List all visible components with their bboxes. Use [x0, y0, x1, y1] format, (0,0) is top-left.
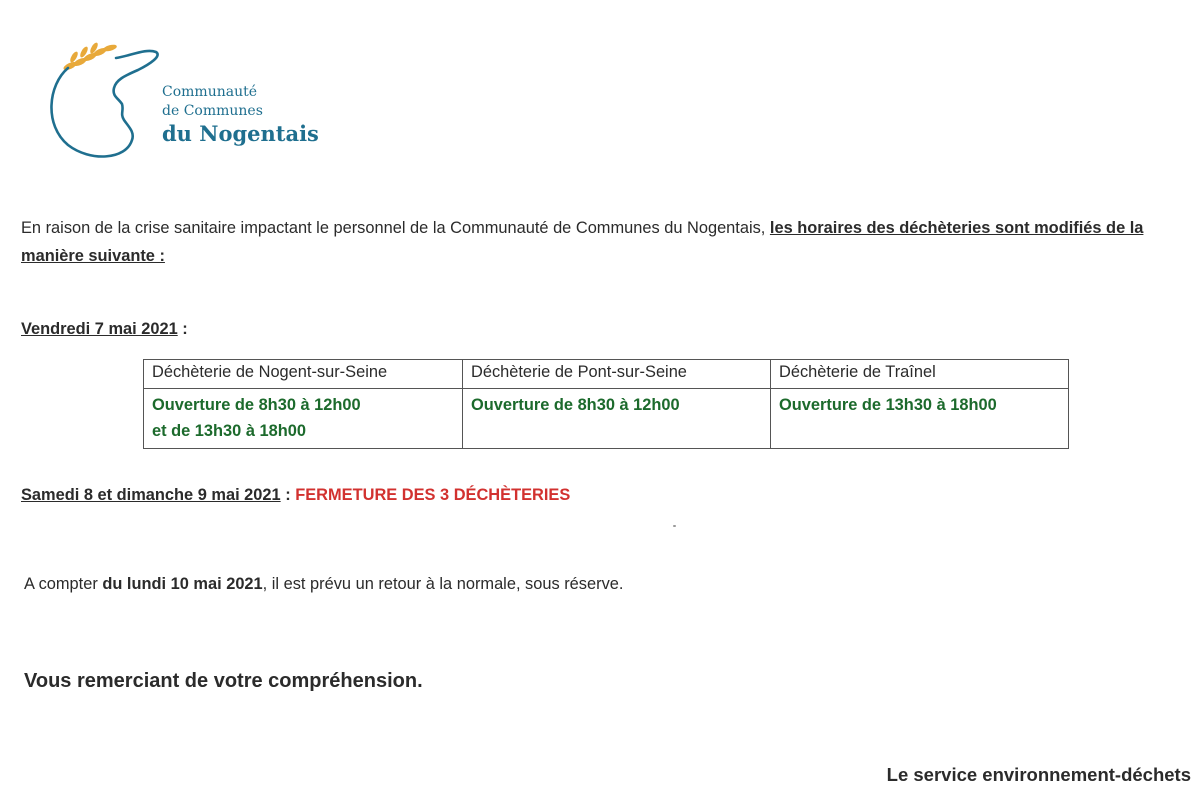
logo-line-3: du Nogentais	[162, 121, 319, 146]
weekend-notice	[21, 486, 570, 505]
schedule-table	[143, 359, 1069, 449]
weekend-date: Samedi 8 et dimanche 9 mai 2021	[21, 486, 281, 504]
intro-emphasis: les horaires des déchèteries sont modifiés de la manière suivante :	[21, 219, 1144, 266]
hours-trainel-line-1: Ouverture de 13h30 à 18h00	[779, 396, 997, 414]
schedule-hours-row	[144, 389, 1069, 449]
logo-emblem-icon	[38, 40, 168, 170]
logo-line-1: Communauté	[162, 84, 257, 100]
resume-prefix: A compter	[24, 575, 103, 593]
hours-pont-line-1: Ouverture de 8h30 à 12h00	[471, 396, 680, 414]
column-header-pont: Déchèterie de Pont-sur-Seine	[463, 360, 771, 389]
signature: Le service environnement-déchets	[886, 764, 1191, 785]
resume-paragraph	[24, 575, 623, 594]
column-header-trainel: Déchèterie de Traînel	[771, 360, 1069, 389]
hours-pont	[463, 389, 771, 449]
hours-nogent	[144, 389, 463, 449]
friday-colon: :	[177, 320, 188, 338]
logo	[38, 40, 328, 170]
closure-notice: FERMETURE DES 3 DÉCHÈTERIES	[295, 486, 571, 504]
hours-trainel	[771, 389, 1069, 449]
schedule-header-row	[144, 360, 1069, 389]
friday-date: Vendredi 7 mai 2021	[21, 320, 178, 338]
resume-date: du lundi 10 mai 2021	[102, 575, 263, 593]
intro-text: En raison de la crise sanitaire impactant le personnel de la Communauté de Communes du Nogentais,	[21, 219, 770, 238]
weekend-separator: :	[280, 486, 296, 504]
hours-nogent-line-2: et de 13h30 à 18h00	[152, 422, 306, 440]
resume-suffix: , il est prévu un retour à la normale, sous réserve.	[262, 575, 624, 593]
intro-paragraph	[21, 214, 1186, 270]
hours-nogent-line-1: Ouverture de 8h30 à 12h00	[152, 396, 361, 414]
scan-speck	[673, 525, 676, 527]
logo-line-2: de Communes	[162, 103, 263, 119]
thanks-line: Vous remerciant de votre compréhension.	[24, 670, 423, 692]
column-header-nogent: Déchèterie de Nogent-sur-Seine	[144, 360, 463, 389]
friday-heading	[21, 320, 188, 339]
